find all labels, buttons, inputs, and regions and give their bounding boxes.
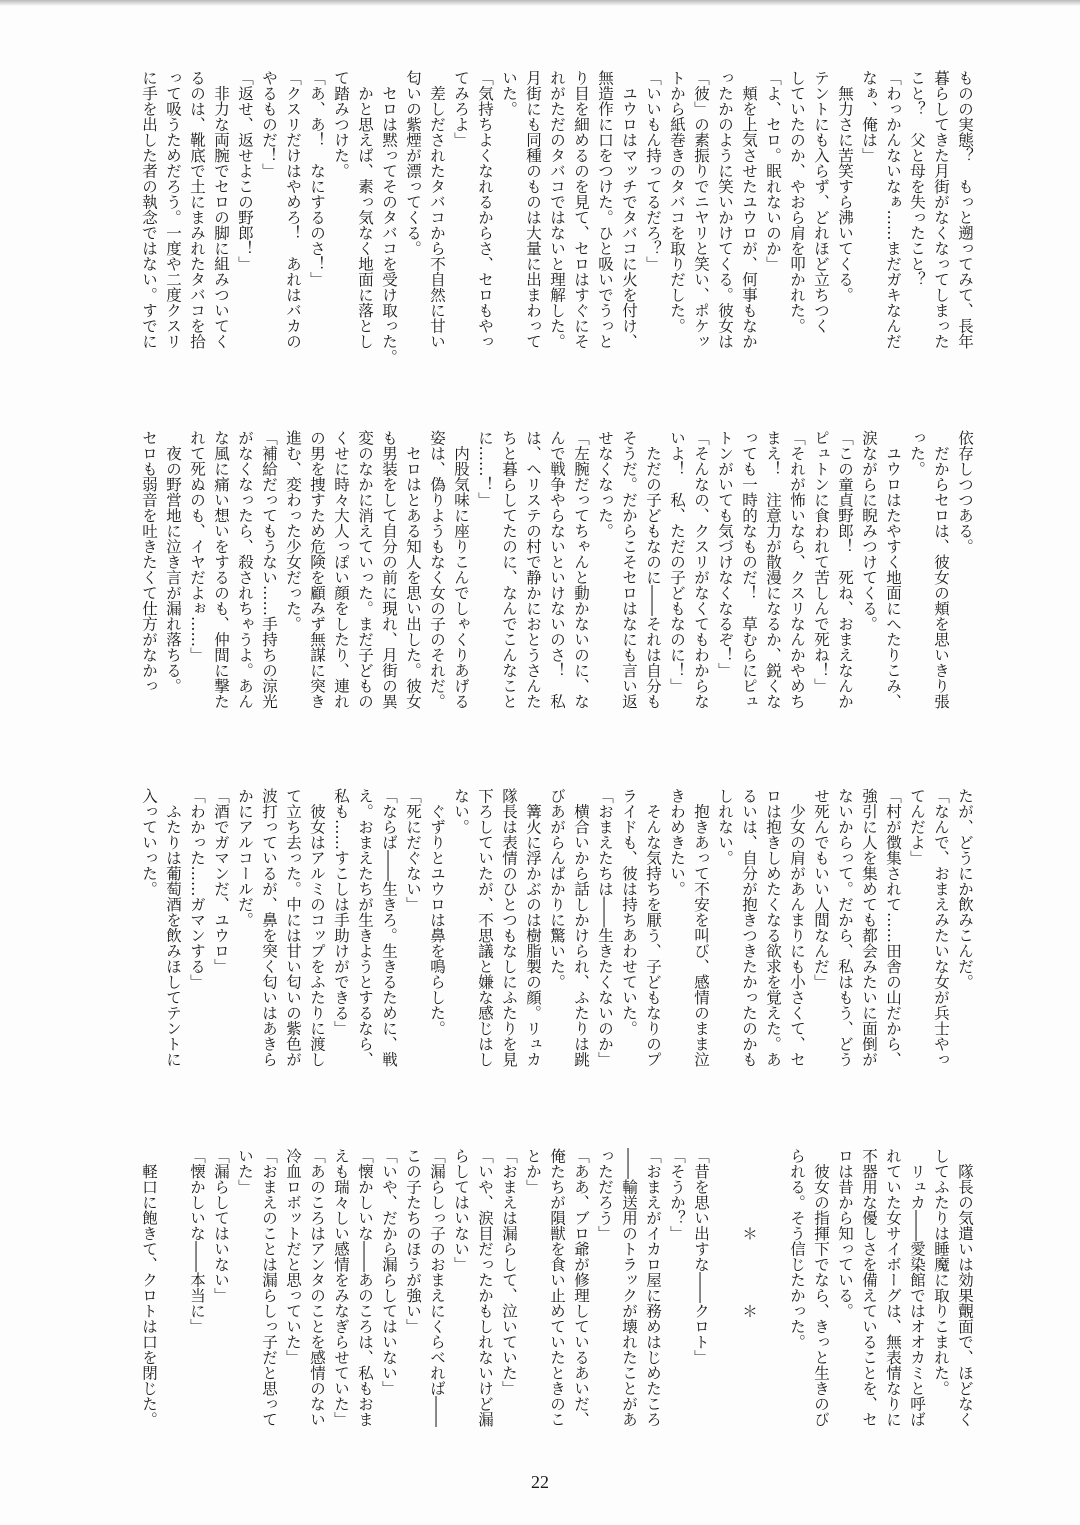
text-line: 「懐かしいな――あのころは、私もおま <box>356 1148 374 1427</box>
text-line: 姿は、偽りようもなく女の子のそれだ。 <box>428 430 446 709</box>
text-line: 「クスリだけはやめろ！ あれはバカの <box>284 70 302 349</box>
text-line: 「それが怖いなら、クスリなんかやめち <box>788 430 806 709</box>
text-line: ライドも、彼は持ちあわせていた。 <box>620 788 638 1036</box>
text-line: 差しだされたタバコから不自然に甘い <box>428 70 446 349</box>
text-line: 「返せ、返せよこの野郎！」 <box>236 70 254 272</box>
text-line: 暮らしてきた月街がなくなってしまった <box>932 70 950 349</box>
text-line: びあがらんばかりに驚いた。 <box>548 788 566 990</box>
text-line: 「いいもん持ってるだろ？」 <box>644 70 662 272</box>
text-line: も男装をして自分の前に現れ、月街の異 <box>380 430 398 709</box>
text-line: くせに時々大人っぽい顔をしたり、連れ <box>332 430 350 709</box>
text-line: こと？ 父と母を失ったこと？ <box>908 70 926 287</box>
text-line: 「おまえがイカロ屋に務めはじめたころ <box>644 1148 662 1427</box>
text-line: 波打っているが、鼻を突く匂いはあきら <box>260 788 278 1067</box>
text-line: 変のなかに消えていった。まだ子どもの <box>356 430 374 709</box>
text-line: ちと暮らしてたのに、なんでこんなこと <box>500 430 518 709</box>
text-line: 「わかった……ガマンする」 <box>188 788 206 990</box>
text-line: 「おまえたちは――生きたくないのか」 <box>596 788 614 1067</box>
text-line: てんだよ」 <box>908 788 926 866</box>
text-line: ぐずりとユウロは鼻を鳴らした。 <box>428 788 446 1036</box>
text-line: いた。 <box>500 70 518 117</box>
text-line: ――輸送用のトラックが壊れたことがあ <box>620 1148 638 1427</box>
text-line: そんな気持ちを厭う、子どもなりのプ <box>644 788 662 1067</box>
text-line <box>761 1148 785 1468</box>
text-line: ふたりは葡萄酒を飲みほしてテントに <box>164 788 182 1067</box>
text-line: 「昔を思い出すな――クロト」 <box>692 1148 710 1365</box>
text-line: ピュトンに食われて苦しんで死ね！」 <box>812 430 830 694</box>
text-line: ものの実態？ もっと遡ってみて、長年 <box>956 70 974 349</box>
text-line: っただろう」 <box>596 1148 614 1241</box>
text-line: そうだ。だからこそセロはなにも言い返 <box>620 430 638 709</box>
text-line: トンがいても気づけなくなるぞ！」 <box>716 430 734 678</box>
text-line: れて死ぬのも、イヤだよぉ……」 <box>188 430 206 663</box>
text-line: り目を細めるのを見て、セロはすぐにそ <box>572 70 590 349</box>
text-line: せ死んでもいい人間なんだ」 <box>812 788 830 990</box>
text-line: 「ああ、ブロ爺が修理しているあいだ、 <box>572 1148 590 1427</box>
text-line: かと思えば、素っ気なく地面に落とし <box>356 70 374 349</box>
text-line: 強引に人を集めても都会みたいに面倒が <box>860 788 878 1067</box>
text-line: 無造作に口をつけた。ひと吸いでうっと <box>596 70 614 349</box>
text-line: たが、どうにか飲みこんだ。 <box>956 788 974 990</box>
text-line: 「左腕だってちゃんと動かないのに、な <box>572 430 590 709</box>
text-line: 彼女はアルミのコップをふたりに渡し <box>308 788 326 1067</box>
text-line: って吸うためだろう。一度や二度クスリ <box>164 70 182 349</box>
text-line: 涙ながらに睨みつけてくる。 <box>860 430 878 632</box>
text-line: 「なんで、おまえみたいな女が兵士やっ <box>932 788 950 1067</box>
text-line: いた」 <box>236 1148 254 1195</box>
text-line: 「酒でガマンだ、ユウロ」 <box>212 788 230 974</box>
text-line: 「漏らしてはいない」 <box>212 1148 230 1303</box>
text-line: に……！」 <box>476 430 494 508</box>
text-line: 月街にも同種のものは大量に出まわって <box>524 70 542 349</box>
text-line: 夜の野営地に泣き言が漏れ落ちる。 <box>164 430 182 694</box>
text-line: 抱きあって不安を叫び、感情のまま泣 <box>692 788 710 1067</box>
text-line: 少女の肩があんまりにも小さくて、セ <box>788 788 806 1067</box>
text-line: 「彼」の素振りでニヤリと笑い、ポケッ <box>692 70 710 349</box>
text-line: は、ヘリステの村で静かにおとうさんた <box>524 430 542 709</box>
text-line: ロは抱きしめたくなる欲求を覚えた。あ <box>764 788 782 1067</box>
text-line: れていた女サイボーグは、無表情なりに <box>884 1148 902 1427</box>
text-line: え。おまえたちが生きようとするなら、 <box>356 788 374 1067</box>
text-line: 「そんなの、クスリがなくてもわからな <box>692 430 710 709</box>
text-line: しれない。 <box>716 788 734 866</box>
text-line: がなくなったら、殺されちゃうよ。あん <box>236 430 254 709</box>
text-line: 非力な両腕でセロの脚に組みついてく <box>212 70 230 349</box>
text-line: テントにも入らず、どれほど立ちつく <box>812 70 830 334</box>
text-line: 「村が徴集されて……田舎の山だから、 <box>884 788 902 1067</box>
text-line: 頬を上気させたユウロが、何事もなか <box>740 70 758 349</box>
text-line: ただの子どもなのに――それは自分も <box>644 430 662 709</box>
text-line: 依存しつつある。 <box>956 430 974 554</box>
text-line: リュカ――愛染館ではオオカミと呼ば <box>908 1148 926 1427</box>
text-line: 隊長は表情のひとつもなしにふたりを見 <box>500 788 518 1067</box>
text-line: 「気持ちよくなれるからさ、セロもやっ <box>476 70 494 349</box>
text-line: セロは黙ってそのタバコを受け取った。 <box>380 70 398 365</box>
text-line: 「漏らしっ子のおまえにくらべれば―― <box>428 1148 446 1427</box>
text-line: この子たちのほうが強い」 <box>404 1148 422 1334</box>
text-line: 「この童貞野郎！ 死ね、おまえなんか <box>836 430 854 709</box>
text-line: とか」 <box>524 1148 542 1195</box>
text-line: て立ち去った。中には甘い匂いの紫色が <box>284 788 302 1067</box>
text-line: るいは、自分が抱きつきたかったのかも <box>740 788 758 1067</box>
text-line: の男を捜すため危険を顧みず無謀に突き <box>308 430 326 709</box>
text-line: やるものだ！」 <box>260 70 278 179</box>
text-line: て踏みつけた。 <box>332 70 350 179</box>
text-line: なぁ、俺は」 <box>860 70 878 163</box>
text-line: 入っていった。 <box>140 788 158 897</box>
text-line: ない。 <box>452 788 470 835</box>
text-line: られる。そう信じたかった。 <box>788 1148 806 1350</box>
text-line: 内股気味に座りこんでしゃくりあげる <box>452 430 470 709</box>
text-line: トから紙巻きのタバコを取りだした。 <box>668 70 686 334</box>
text-line: 進む、変わった少女だった。 <box>284 430 302 632</box>
text-line: 「ならば――生きろ。生きるために、戦 <box>380 788 398 1067</box>
text-line: 隊長の気遣いは効果覿面で、ほどなく <box>956 1148 974 1427</box>
text-line: ユウロはマッチでタバコに火を付け、 <box>620 70 638 349</box>
text-line: 彼女の指揮下でなら、きっと生きのび <box>812 1148 830 1427</box>
text-line: 無力さに苦笑すら沸いてくる。 <box>836 70 854 303</box>
text-line: 「あのころはアンタのことを感情のない <box>308 1148 326 1427</box>
text-line: かにアルコールだ。 <box>236 788 254 928</box>
text-line: 「わっかんないなぁ……まだガキなんだ <box>884 70 902 349</box>
text-line <box>713 1148 737 1468</box>
text-line: だからセロは、彼女の頬を思いきり張 <box>932 430 950 709</box>
text-line: ユウロはたやすく地面にへたりこみ、 <box>884 430 902 709</box>
text-line: らしてはいない」 <box>452 1148 470 1272</box>
text-line: 軽口に飽きて、クロトは口を閉じた。 <box>140 1148 158 1427</box>
page-number: 22 <box>531 1472 549 1492</box>
text-line: きわめきたい。 <box>668 788 686 897</box>
text-line: 私も……すこしは手助けができる」 <box>332 788 350 1036</box>
text-line: 「死にだぐない」 <box>404 788 422 912</box>
text-line: まえ！ 注意力が散漫になるか、鋭くな <box>764 430 782 709</box>
text-line: セロはとある知人を思い出した。彼女 <box>404 430 422 709</box>
text-line: 「おまえは漏らして、泣いていた」 <box>500 1148 518 1396</box>
text-line: していたのか、やおら肩を叩かれた。 <box>788 70 806 334</box>
text-tier-1 <box>135 70 977 390</box>
text-line: 「よ、セロ。眠れないのか」 <box>764 70 782 272</box>
text-line: 下ろしていたが、不思議と嫌な感じはし <box>476 788 494 1067</box>
text-line: いよ！ 私、ただの子どもなのに！」 <box>668 430 686 694</box>
text-line: してふたりは睡魔に取りこまれた。 <box>932 1148 950 1396</box>
text-line: せなくなった。 <box>596 430 614 539</box>
text-line: 「おまえのことは漏らしっ子だと思って <box>260 1148 278 1427</box>
text-line: 横合いから話しかけられ、ふたりは跳 <box>572 788 590 1067</box>
text-line: るのは、靴底で土にまみれたタバコを拾 <box>188 70 206 349</box>
text-line: えも瑞々しい感情をみなぎらせていた」 <box>332 1148 350 1427</box>
text-line: な風に痛い想いをするのも、仲間に撃た <box>212 430 230 709</box>
text-line: 篝火に浮かぶのは樹脂製の顔。リュカ <box>524 788 542 1067</box>
text-line: セロも弱音を吐きたくて仕方がなかっ <box>140 430 158 694</box>
text-line: 冷血ロボットだと思っていた」 <box>284 1148 302 1365</box>
scan-top-edge <box>0 0 1080 6</box>
text-line: 匂いの紫煙が漂ってくる。 <box>404 70 422 256</box>
text-line: ないからって。だから、私はもう、どう <box>836 788 854 1067</box>
text-line <box>161 1148 185 1468</box>
text-line: っても一時的なものだ！ 草むらにピュ <box>740 430 758 709</box>
text-line: ＊ ＊ <box>740 1148 758 1319</box>
text-tier-4 <box>135 1148 977 1468</box>
text-line: 不器用な優しさを備えていることを、セ <box>860 1148 878 1427</box>
text-line: んで戦争やらないといけないのさ！ 私 <box>548 430 566 709</box>
text-line: 「そうか？」 <box>668 1148 686 1241</box>
text-line: れがただのタバコではないと理解した。 <box>548 70 566 349</box>
text-line: ロは昔から知っている。 <box>836 1148 854 1319</box>
text-line: 「いや、涙目だったかもしれないけど漏 <box>476 1148 494 1427</box>
text-line: てみろよ」 <box>452 70 470 148</box>
text-tier-3 <box>135 788 977 1108</box>
text-line: 「いや、だから漏らしてはいない」 <box>380 1148 398 1396</box>
text-line: 俺たちが隕獣を食い止めていたときのこ <box>548 1148 566 1427</box>
text-line: ったかのように笑いかけてくる。彼女は <box>716 70 734 349</box>
text-line: 「懐かしいな――本当に」 <box>188 1148 206 1334</box>
text-line: った。 <box>908 430 926 477</box>
text-line: 「補給だってもうない……手持ちの涼光 <box>260 430 278 709</box>
text-line: 「あ、あ！ なにするのさ！」 <box>308 70 326 287</box>
text-line: に手を出した者の執念ではない。すでに <box>140 70 158 349</box>
text-tier-2 <box>135 430 977 750</box>
